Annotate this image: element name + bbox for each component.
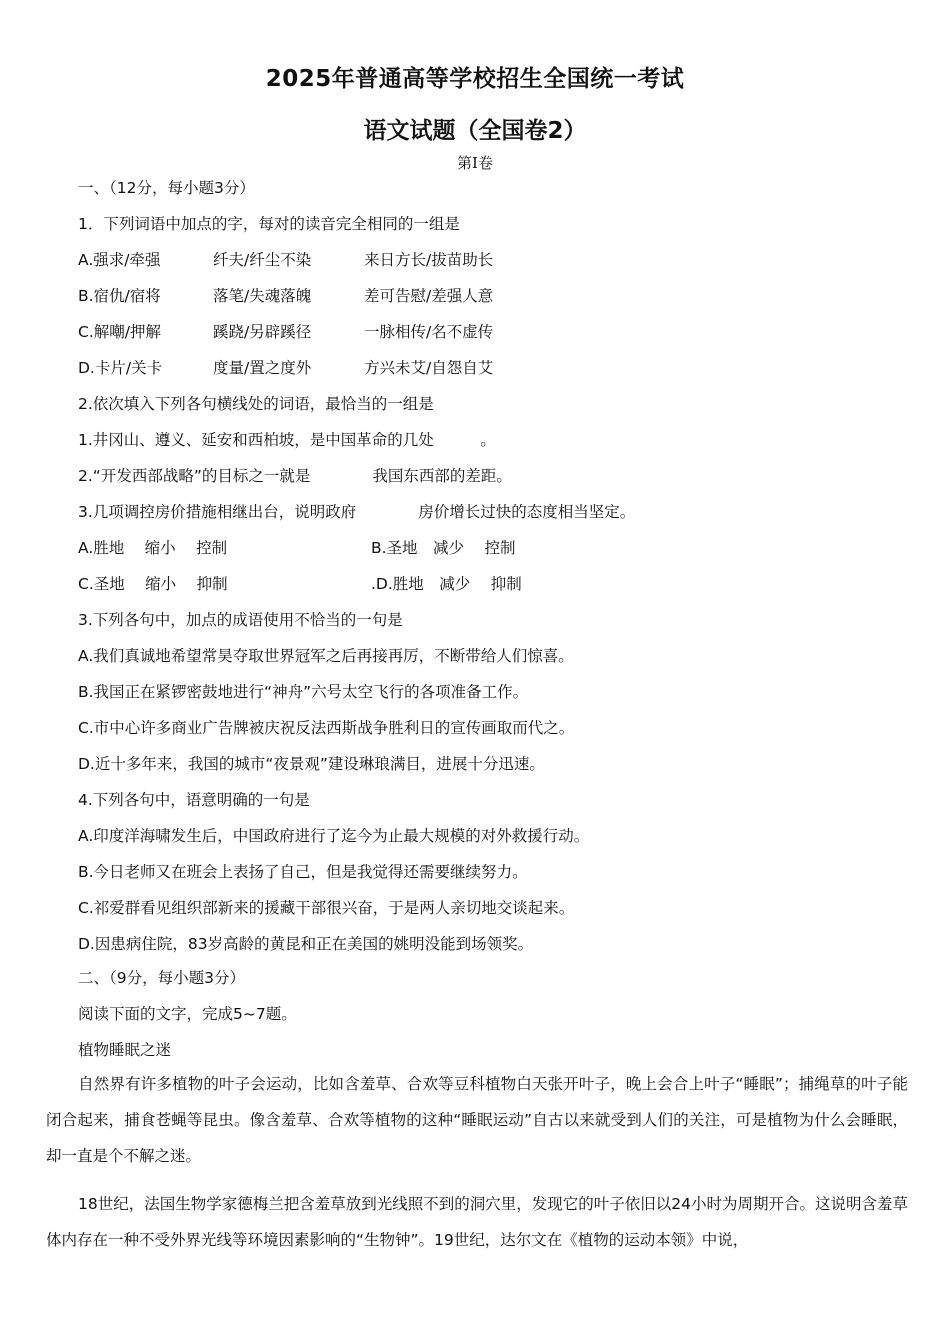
- q4-option-b: B.今日老师又在班会上表扬了自己，但是我觉得还需要继续努力。: [78, 863, 528, 881]
- q1-option-a-col1: A.强求/牵强: [78, 251, 161, 269]
- q3-option-a: A.我们真诚地希望常昊夺取世界冠军之后再接再厉，不断带给人们惊喜。: [78, 647, 574, 665]
- q2-option-c: C.圣地 缩小 抑制: [78, 575, 228, 593]
- section2-heading: 二、（9分，每小题3分）: [78, 969, 245, 987]
- exam-title: 2025年普通高等学校招生全国统一考试: [265, 66, 685, 92]
- q2-sentence-2: 2.“开发西部战略”的目标之一就是 我国东西部的差距。: [78, 467, 512, 485]
- q2-option-d: .D.胜地 减少 抑制: [371, 575, 522, 593]
- q4-option-d: D.因患病住院，83岁高龄的黄昆和正在美国的姚明没能到场领奖。: [78, 935, 534, 953]
- q1-option-c-col1: C.解嘲/押解: [78, 323, 161, 341]
- exam-subtitle: 语文试题（全国卷2）: [363, 118, 587, 144]
- volume-label: 第Ⅰ卷: [457, 154, 493, 172]
- section2-instruction: 阅读下面的文字，完成5~7题。: [78, 1005, 297, 1023]
- passage-paragraph-1-text: 自然界有许多植物的叶子会运动，比如含羞草、合欢等豆科植物白天张开叶子，晚上会合上叶子“睡眠”；捕绳草的叶子能闭合起来，捕食苍蝇等昆虫。像含羞草、合欢等植物的这种“睡眠运动”自古以来就受到人们的关注，可是植物为什么会睡眠，却一直是个不解之迷。: [46, 1075, 908, 1165]
- q1-option-b-col2: 落笔/失魂落魄: [213, 287, 312, 305]
- q1-option-b-col1: B.宿仇/宿将: [78, 287, 161, 305]
- q1-option-d-col3: 方兴未艾/自怨自艾: [364, 359, 494, 377]
- section1-heading: 一、（12分，每小题3分）: [78, 179, 255, 197]
- q1-option-a-col2: 纤夫/纤尘不染: [213, 251, 312, 269]
- q1-option-d-col1: D.卡片/关卡: [78, 359, 163, 377]
- passage-paragraph-2-text: 18世纪，法国生物学家德梅兰把含羞草放到光线照不到的洞穴里，发现它的叶子依旧以24小时为周期开合。这说明含羞草体内存在一种不受外界光线等环境因素影响的“生物钟”。19世纪，达尔文在《植物的运动本领》中说，: [46, 1195, 908, 1249]
- passage-title: 植物睡眠之迷: [78, 1041, 172, 1059]
- q1-option-c-col2: 蹊跷/另辟蹊径: [213, 323, 312, 341]
- q3-option-b: B.我国正在紧锣密鼓地进行“神舟”六号太空飞行的各项准备工作。: [78, 683, 529, 701]
- q4-option-a: A.印度洋海啸发生后，中国政府进行了迄今为止最大规模的对外救援行动。: [78, 827, 590, 845]
- q3-option-c: C.市中心许多商业广告牌被庆祝反法西斯战争胜利日的宣传画取而代之。: [78, 719, 575, 737]
- q3-option-d: D.近十多年来，我国的城市“夜景观”建设琳琅满目，进展十分迅速。: [78, 755, 545, 773]
- q4-option-c: C.祁爱群看见组织部新来的援藏干部很兴奋，于是两人亲切地交谈起来。: [78, 899, 575, 917]
- q2-sentence-1: 1.井冈山、遵义、延安和西柏坡，是中国革命的几处 。: [78, 431, 496, 449]
- q2-sentence-3: 3.几项调控房价措施相继出台，说明政府 房价增长过快的态度相当坚定。: [78, 503, 636, 521]
- q3-stem: 3.下列各句中，加点的成语使用不恰当的一句是: [78, 611, 403, 629]
- q1-option-b-col3: 差可告慰/差强人意: [364, 287, 494, 305]
- q2-stem: 2.依次填入下列各句横线处的词语，最恰当的一组是: [78, 395, 434, 413]
- q2-option-b: B.圣地 减少 控制: [371, 539, 516, 557]
- passage-paragraph-2: [46, 1186, 908, 1258]
- q1-option-c-col3: 一脉相传/名不虚传: [364, 323, 494, 341]
- q4-stem: 4.下列各句中，语意明确的一句是: [78, 791, 310, 809]
- q1-option-d-col2: 度量/置之度外: [213, 359, 312, 377]
- q2-option-a: A.胜地 缩小 控制: [78, 539, 228, 557]
- passage-paragraph-1: [46, 1066, 908, 1174]
- q1-option-a-col3: 来日方长/拔苗助长: [364, 251, 494, 269]
- q1-stem: 1．下列词语中加点的字，每对的读音完全相同的一组是: [78, 215, 460, 233]
